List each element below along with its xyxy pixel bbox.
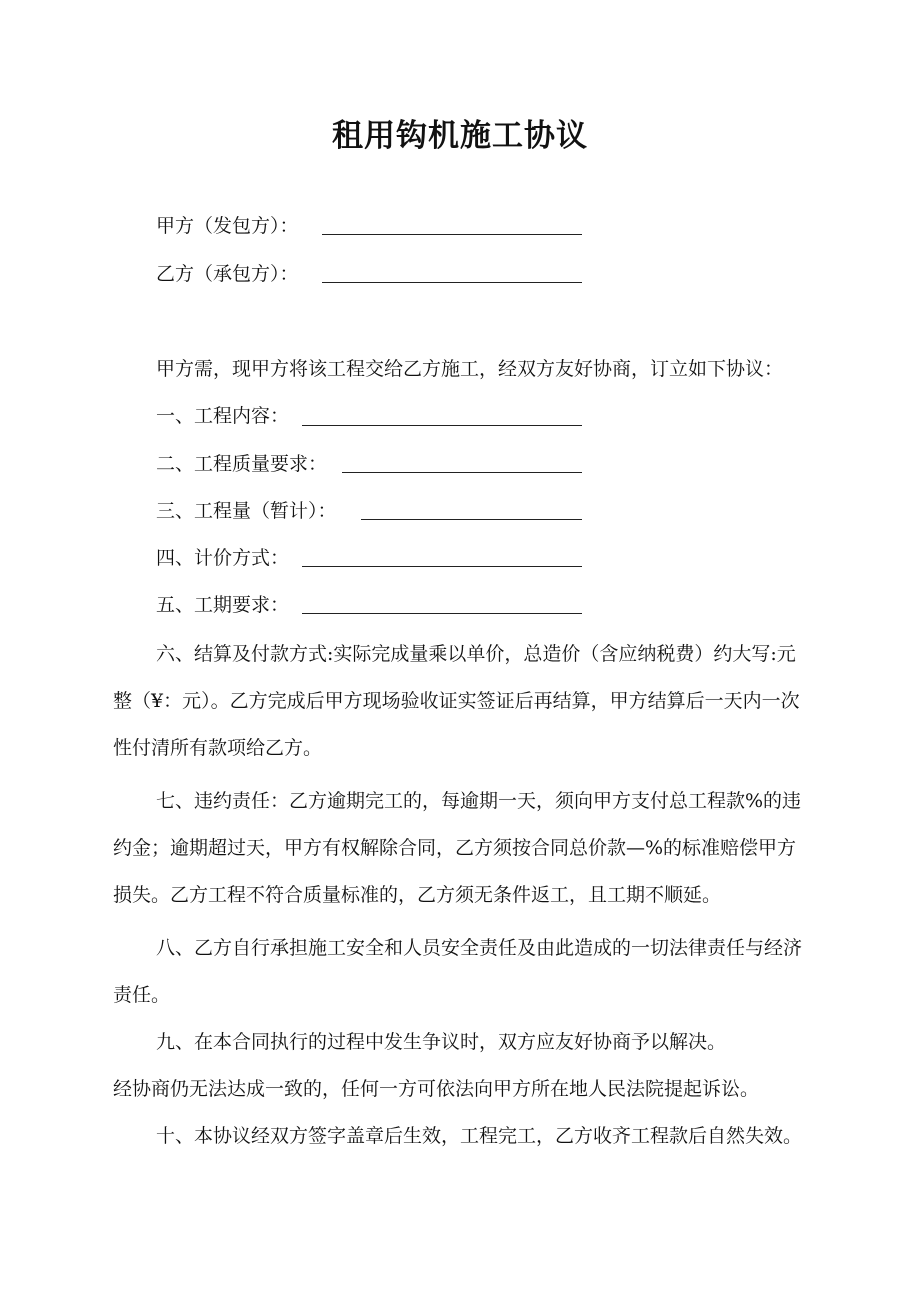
clause-liability: 七、违约责任：乙方逾期完工的，每逾期一天，须向甲方支付总工程款%的违约金；逾期超过天，甲方有权解除合同，乙方须按合同总价款—%的标准赔偿甲方损失。乙方工程不符合质量标准的，乙方须无条件返工，且工期不顺延。 [113,790,802,906]
party-a-blank [322,234,582,235]
clause-dispute-cont: 经协商仍无法达成一致的，任何一方可依法向甲方所在地人民法院提起诉讼。 [113,1078,760,1100]
intro-text: 甲方需，现甲方将该工程交给乙方施工，经双方友好协商，订立如下协议： [156,358,784,380]
field-schedule-blank [302,613,582,614]
field-quality-blank [342,472,582,473]
clause-validity: 十、本协议经双方签字盖章后生效，工程完工，乙方收齐工程款后自然失效。 [156,1125,803,1147]
party-a-label: 甲方（发包方）： [156,215,299,237]
clause-safety: 八、乙方自行承担施工安全和人员安全责任及由此造成的一切法律责任与经济责任。 [113,937,803,1006]
field-pricing-label: 四、计价方式： [156,547,290,569]
field-work-content-blank [302,425,582,426]
document-title: 租用钩机施工协议 [332,118,588,154]
field-quantity-label: 三、工程量（暂计）： [156,500,337,522]
clause-settlement: 六、结算及付款方式:实际完成量乘以单价，总造价（含应纳税费）约大写:元整（¥：元）。乙方完成后甲方现场验收证实签证后再结算，甲方结算后一天内一次性付清所有款项给乙方。 [113,643,800,759]
party-b-label: 乙方（承包方）： [156,263,299,285]
clause-dispute: 九、在本合同执行的过程中发生争议时，双方应友好协商予以解决。 [156,1031,727,1053]
field-pricing-blank [302,566,582,567]
party-b-blank [322,282,582,283]
field-quantity-blank [361,519,582,520]
field-work-content-label: 一、工程内容： [156,405,290,427]
field-schedule-label: 五、工期要求： [156,594,290,616]
field-quality-label: 二、工程质量要求： [156,453,328,475]
